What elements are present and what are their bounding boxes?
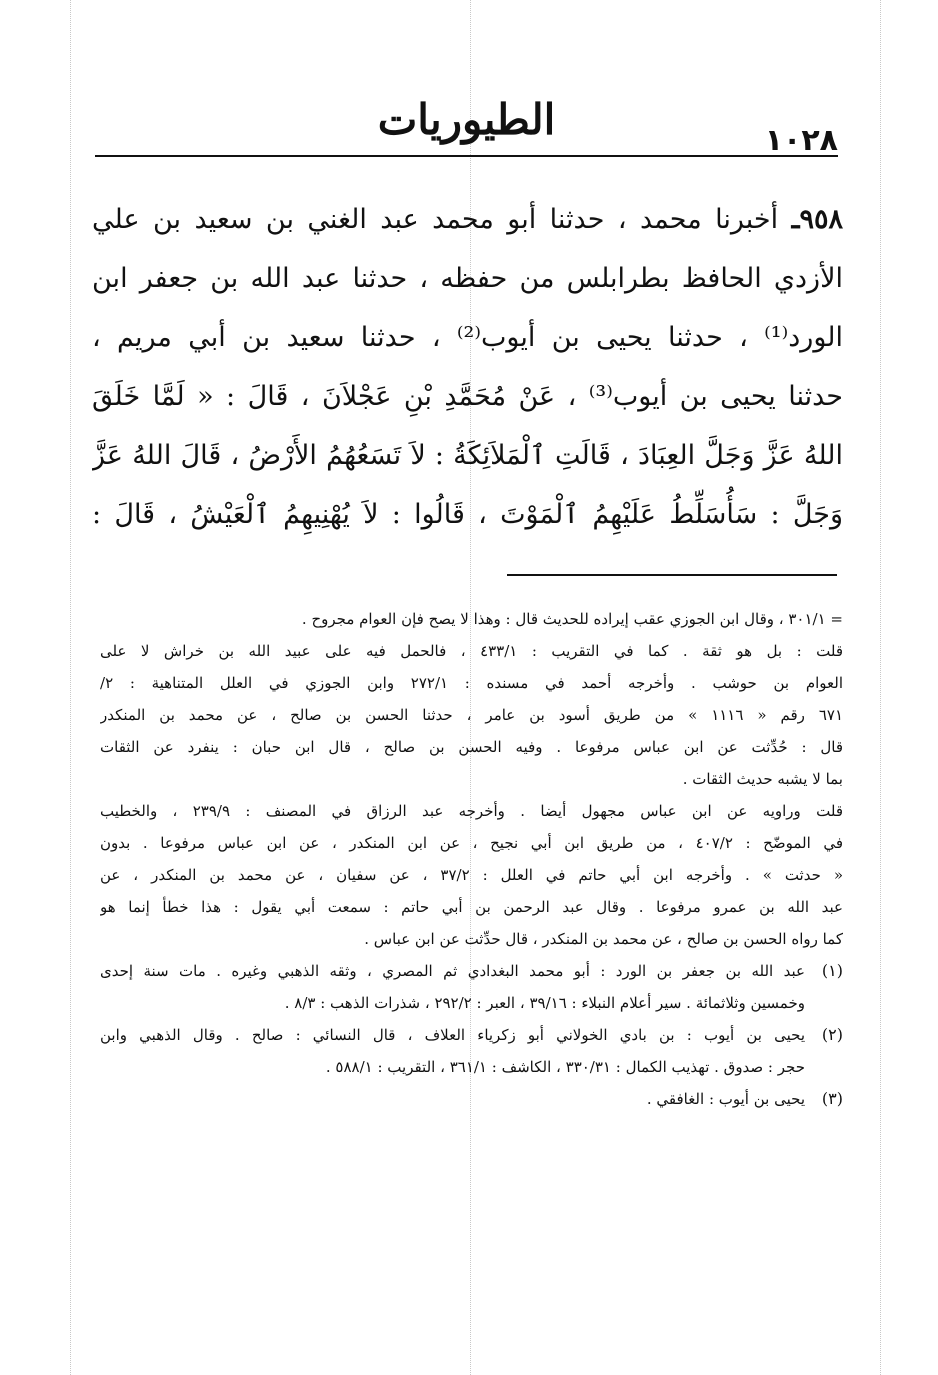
footnote-line: حجر : صدوق . تهذيب الكمال : ٣٣٠/٣١ ، الكاشف : ٣٦١/١ ، التقريب : ٥٨٨/١ . bbox=[325, 1058, 805, 1076]
footnote-line: يحيى بن أيوب : بن بادي الخولاني أبو زكرياء العلاف ، قال النسائي : صالح . وقال الذهبي وابن bbox=[100, 1026, 805, 1044]
page-number: ١٠٢٨ bbox=[764, 123, 838, 158]
hadith-line: الورد⁽¹⁾ ، حدثنا يحيى بن أيوب⁽²⁾ ، حدثنا سعيد بن أبي مريم ، bbox=[92, 322, 843, 353]
footnote-number: (٢) bbox=[821, 1025, 843, 1044]
note-line: « حدثت » . وأخرجه ابن أبي حاتم في العلل : ٣٧/٢ ، عن سفيان ، عن محمد بن المنكدر ، عن bbox=[100, 866, 843, 884]
footnote-line: يحيى بن أيوب : الغافقي . bbox=[646, 1090, 805, 1108]
hadith-line: وَجَلَّ : سَأُسَلِّطُ عَلَيْهِمُ ٱلْمَوْتَ ، قَالُوا : لاَ يُهْنِيهِمُ ٱلْعَيْشُ ، قَالَ : bbox=[92, 499, 843, 530]
hadith-line: حدثنا يحيى بن أيوب⁽³⁾ ، عَنْ مُحَمَّدِ بْنِ عَجْلاَنَ ، قَالَ : « لَمَّا خَلَقَ bbox=[92, 381, 843, 412]
note-line: في الموضّح : ٤٠٧/٢ ، من طريق ابن أبي نجيح ، عن ابن المنكدر ، عن ابن عباس مرفوعا . بدون bbox=[100, 834, 843, 852]
note-continuation-line: = ٣٠١/١ ، وقال ابن الجوزي عقب إيراده للحديث قال : وهذا لا يصح فإن العوام مجروح . bbox=[301, 610, 843, 628]
footnote-number: (٣) bbox=[821, 1089, 843, 1108]
note-line: ٦٧١ رقم « ١١١٦ » من طريق أسود بن عامر ، حدثنا الحسن بن صالح ، عن محمد بن المنكدر bbox=[100, 706, 843, 724]
hadith-line-text: أخبرنا محمد ، حدثنا أبو محمد عبد الغني بن سعيد بن علي bbox=[92, 204, 779, 235]
footnote-number: (١) bbox=[821, 961, 843, 980]
footnote-2 bbox=[100, 1019, 843, 1083]
hadith-line: اللهُ عَزَّ وَجَلَّ العِبَادَ ، قَالَتِ ٱلْمَلاَئِكَةُ : لاَ تَسَعُهُمُ الأَرْضُ ، قَالَ اللهُ عَزَّ bbox=[92, 440, 843, 471]
footnote-line: وخمسين وثلاثمائة . سير أعلام النبلاء : ٣٩/١٦ ، العبر : ٢٩٢/٢ ، شذرات الذهب : ٨/٣ . bbox=[284, 994, 805, 1012]
hadith-line bbox=[92, 190, 843, 249]
footnotes-section bbox=[100, 603, 843, 1115]
note-line: بما لا يشبه حديث الثقات . bbox=[682, 770, 843, 788]
note-line: كما رواه الحسن بن صالح ، عن محمد بن المنكدر ، قال حدِّثت عن ابن عباس . bbox=[364, 930, 843, 948]
note-line: عبد الله بن عمرو مرفوعا . وقال عبد الرحمن بن أبي حاتم : سمعت أبي يقول : هذا خطأ إنما هو bbox=[100, 898, 843, 916]
hadith-text bbox=[92, 190, 843, 544]
hadith-number: ٩٥٨ـ bbox=[791, 204, 843, 235]
footnote-3 bbox=[100, 1083, 843, 1115]
page-header bbox=[95, 95, 838, 157]
dotted-guide-left bbox=[70, 0, 71, 1375]
hadith-line: الأزدي الحافظ بطرابلس من حفظه ، حدثنا عبد الله بن جعفر ابن bbox=[92, 263, 843, 294]
book-title: الطيوريات bbox=[377, 95, 556, 144]
dotted-guide-right bbox=[880, 0, 881, 1375]
note-line: العوام بن حوشب . وأخرجه أحمد في مسنده : ٢٧٢/١ وابن الجوزي في العلل المتناهية : ٢/ bbox=[100, 674, 843, 692]
footnote-line: عبد الله بن جعفر بن الورد : أبو محمد البغدادي ثم المصري ، وثقه الذهبي وغيره . مات سنة إحدى bbox=[100, 962, 805, 980]
note-line: قلت : بل هو ثقة . كما في التقريب : ٤٣٣/١ ، فالحمل فيه على عبيد الله بن خراش لا على bbox=[100, 642, 843, 660]
footnote-1 bbox=[100, 955, 843, 1019]
note-line: قال : حُدِّثت عن ابن عباس مرفوعا . وفيه الحسن بن صالح ، قال ابن حبان : ينفرد عن الثقات bbox=[100, 738, 843, 756]
note-line: قلت وراويه عن ابن عباس مجهول أيضا . وأخرجه عبد الرزاق في المصنف : ٢٣٩/٩ ، والخطيب bbox=[100, 802, 843, 820]
footnote-separator bbox=[507, 574, 837, 576]
